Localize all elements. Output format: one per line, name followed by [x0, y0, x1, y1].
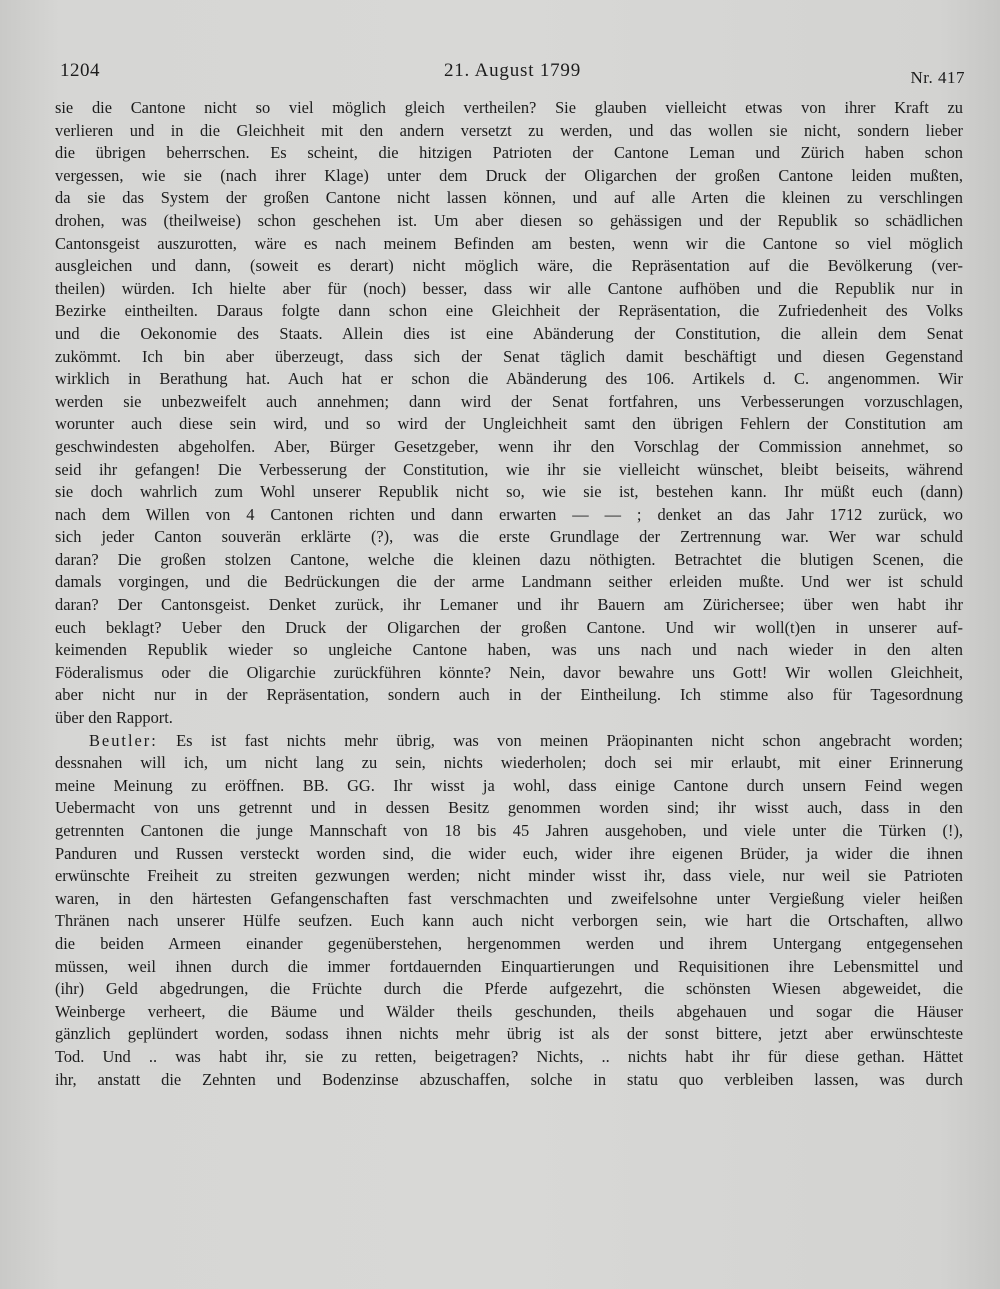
text-line: Thränen nach unserer Hülfe seufzen. Euch kann auch nicht verborgen sein, wie hart die Ortschaften, allwo: [55, 911, 963, 931]
text-line: nach dem Willen von 4 Cantonen richten und dann erwarten — — ; denket an das Jahr 1712 zurück, wo: [55, 504, 963, 524]
text-line: wirklich in Berathung hat. Auch hat er schon die Abänderung des 106. Artikels d. C. angenommen. Wir: [55, 369, 963, 389]
text-line: Tod. Und .. was habt ihr, sie zu retten, beigetragen? Nichts, .. nichts habt ihr für diese gethan. Hättet: [55, 1046, 963, 1066]
text-line: Föderalismus oder die Oligarchie zurückführen könnte? Nein, davor bewahre uns Gott! Wir wollen Gleichheit,: [55, 662, 963, 682]
text-line: worunter auch diese sein wird, und so wird der Ungleichheit samt den übrigen Fehlern der Constitution am: [55, 414, 963, 434]
text-line: Weinberge verheert, die Bäume und Wälder theils geschunden, theils abgehauen und sogar die Häuser: [55, 1001, 963, 1021]
paragraph-1: [55, 97, 963, 730]
text-line: und die Oekonomie des Staats. Allein dies ist eine Abänderung der Constitution, die allein dem Senat: [55, 323, 963, 343]
text-line: gänzlich geplündert worden, sodass ihnen nichts mehr übrig ist als der sonst bittere, jetzt aber erwünschteste: [55, 1024, 963, 1044]
text-line: getrennten Cantonen die junge Mannschaft von 18 bis 45 Jahren ausgehoben, und viele unter die Türken (!),: [55, 821, 963, 840]
text-line: die übrigen beherrschen. Es scheint, die hitzigen Patrioten der Cantone Leman und Zürich haben schon: [55, 143, 963, 163]
text-line: vergessen, wie sie (nach ihrer Klage) unter dem Druck der Oligarchen der großen Cantone leiden mußten,: [55, 165, 963, 185]
text-line: euch beklagt? Ueber den Druck der Oligarchen der großen Cantone. Und wir woll(t)en in unserer auf-: [55, 617, 963, 637]
text-line: Cantonsgeist auszurotten, wäre es nach meinem Befinden am besten, wenn wir die Cantone so viel möglich: [55, 233, 963, 253]
text-line: ausgleichen und dann, (soweit es derart) nicht möglich wäre, die Repräsentation auf die Bevölkerung (ver-: [55, 256, 963, 276]
page-header: [60, 60, 965, 86]
text-line: sie doch wahrlich zum Wohl unserer Republik nicht so, wie sie ist, bestehen kann. Ihr müßt euch (dann): [55, 482, 963, 502]
page-number: 1204: [60, 60, 100, 81]
text-line: verlieren und in die Gleichheit mit den andern versetzt zu werden, und das wollen sie nicht, sondern lieber: [55, 120, 963, 140]
document-number: Nr. 417: [910, 68, 965, 87]
text-line: (ihr) Geld abgedrungen, die Früchte durch die Pferde aufgezehrt, die schönsten Wiesen abgeweidet, die: [55, 979, 963, 999]
text-line: die beiden Armeen einander gegenüberstehen, hergenommen werden und ihrem Untergang entgegensehen: [55, 933, 963, 953]
text-line: über den Rapport.: [55, 708, 173, 728]
text-line: sich jeder Canton souverän erklärte (?), was die erste Grundlage der Zertrennung war. Wer war schuld: [55, 527, 963, 547]
text-line: waren, in den härtesten Gefangenschaften fast verschmachten und zweifelsohne unter Vergießung vieler heißen: [55, 888, 963, 908]
text-line: ihr, anstatt die Zehnten und Bodenzinse abzuschaffen, solche in statu quo verbleiben lassen, was durch: [55, 1069, 963, 1089]
text-line: sie die Cantone nicht so viel möglich gleich vertheilen? Sie glauben vielleicht etwas von ihrer Kraft zu: [55, 98, 963, 117]
text-line: dessnahen will ich, um nicht lang zu sein, nichts wiederholen; doch sei mir erlaubt, mit einer Erinnerung: [55, 753, 963, 773]
text-line: drohen, was (theilweise) schon geschehen ist. Um aber diesen so gehässigen und der Republik so schädlichen: [55, 210, 963, 230]
body-text: [55, 97, 963, 1091]
text-line: meine Meinung zu eröffnen. BB. GG. Ihr wisst ja wohl, dass einige Cantone durch unsern Feind wegen: [55, 775, 963, 795]
text-line: seid ihr gefangen! Die Verbesserung der Constitution, wie ihr sie vielleicht wünschet, bleibt beiseits, während: [55, 459, 963, 479]
text-line: da sie das System der großen Cantone nicht lassen können, und auf alle Arten die kleinen zu verschlingen: [55, 188, 963, 208]
text-line: Panduren und Russen versteckt worden sind, die wider euch, wider ihre eigenen Brüder, ja wider die ihnen: [55, 843, 963, 863]
text-line: daran? Die großen stolzen Cantone, welche die kleinen dazu nöthigten. Betrachtet die blutigen Scenen, die: [55, 549, 963, 569]
text-line: damals vorgingen, und die Bedrückungen die der arme Landmann seither erleiden mußte. Und wer ist schuld: [55, 572, 963, 592]
text-line: erwünschte Freiheit zu streiten gezwungen werden; nicht minder wisst ihr, dass viele, nur weil sie Patrioten: [55, 866, 963, 886]
text-line: werden sie unbezweifelt auch annehmen; dann wird der Senat fortfahren, uns Verbesserungen vorzuschlagen,: [55, 391, 963, 411]
text-line: daran? Der Cantonsgeist. Denket zurück, ihr Lemaner und ihr Bauern am Zürichersee; über wen habt ihr: [55, 595, 963, 615]
paragraph-2: [55, 730, 963, 1092]
text-line: aber nicht nur in der Repräsentation, sondern auch in der Eintheilung. Ich stimme also für Tagesordnung: [55, 685, 963, 705]
text-line: Uebermacht von uns getrennt und in dessen Besitz genommen worden sind; ihr wisst auch, dass in den: [55, 798, 963, 818]
text-line: Bezirke eintheilten. Daraus folgte dann schon eine Gleichheit der Repräsentation, die Zufriedenheit des Volks: [55, 301, 963, 321]
text-line: theilen) würden. Ich hielte aber für (noch) besser, dass wir alle Cantone aufhöben und die Republik nur in: [55, 278, 963, 298]
running-title: 21. August 1799: [443, 60, 582, 81]
speaker-name: Beutler:: [89, 730, 158, 750]
text-line: müssen, weil ihnen durch die immer fortdauernden Einquartierungen und Requisitionen ihre Lebensmittel und: [55, 956, 963, 976]
speaker-text: Es ist fast nichts mehr übrig, was von meinen Präopinanten nicht schon angebracht worden;: [176, 730, 963, 750]
text-line: [55, 730, 963, 753]
text-line: keimenden Republik wieder so ungleiche Cantone haben, was uns nach und nach wieder in den alten: [55, 640, 963, 660]
text-line: zukömmt. Ich bin aber überzeugt, dass sich der Senat täglich damit beschäftigt und diesen Gegenstand: [55, 346, 963, 366]
text-line: geschwindesten abgeholfen. Aber, Bürger Gesetzgeber, wenn ihr den Vorschlag der Commission annehmet, so: [55, 436, 963, 456]
